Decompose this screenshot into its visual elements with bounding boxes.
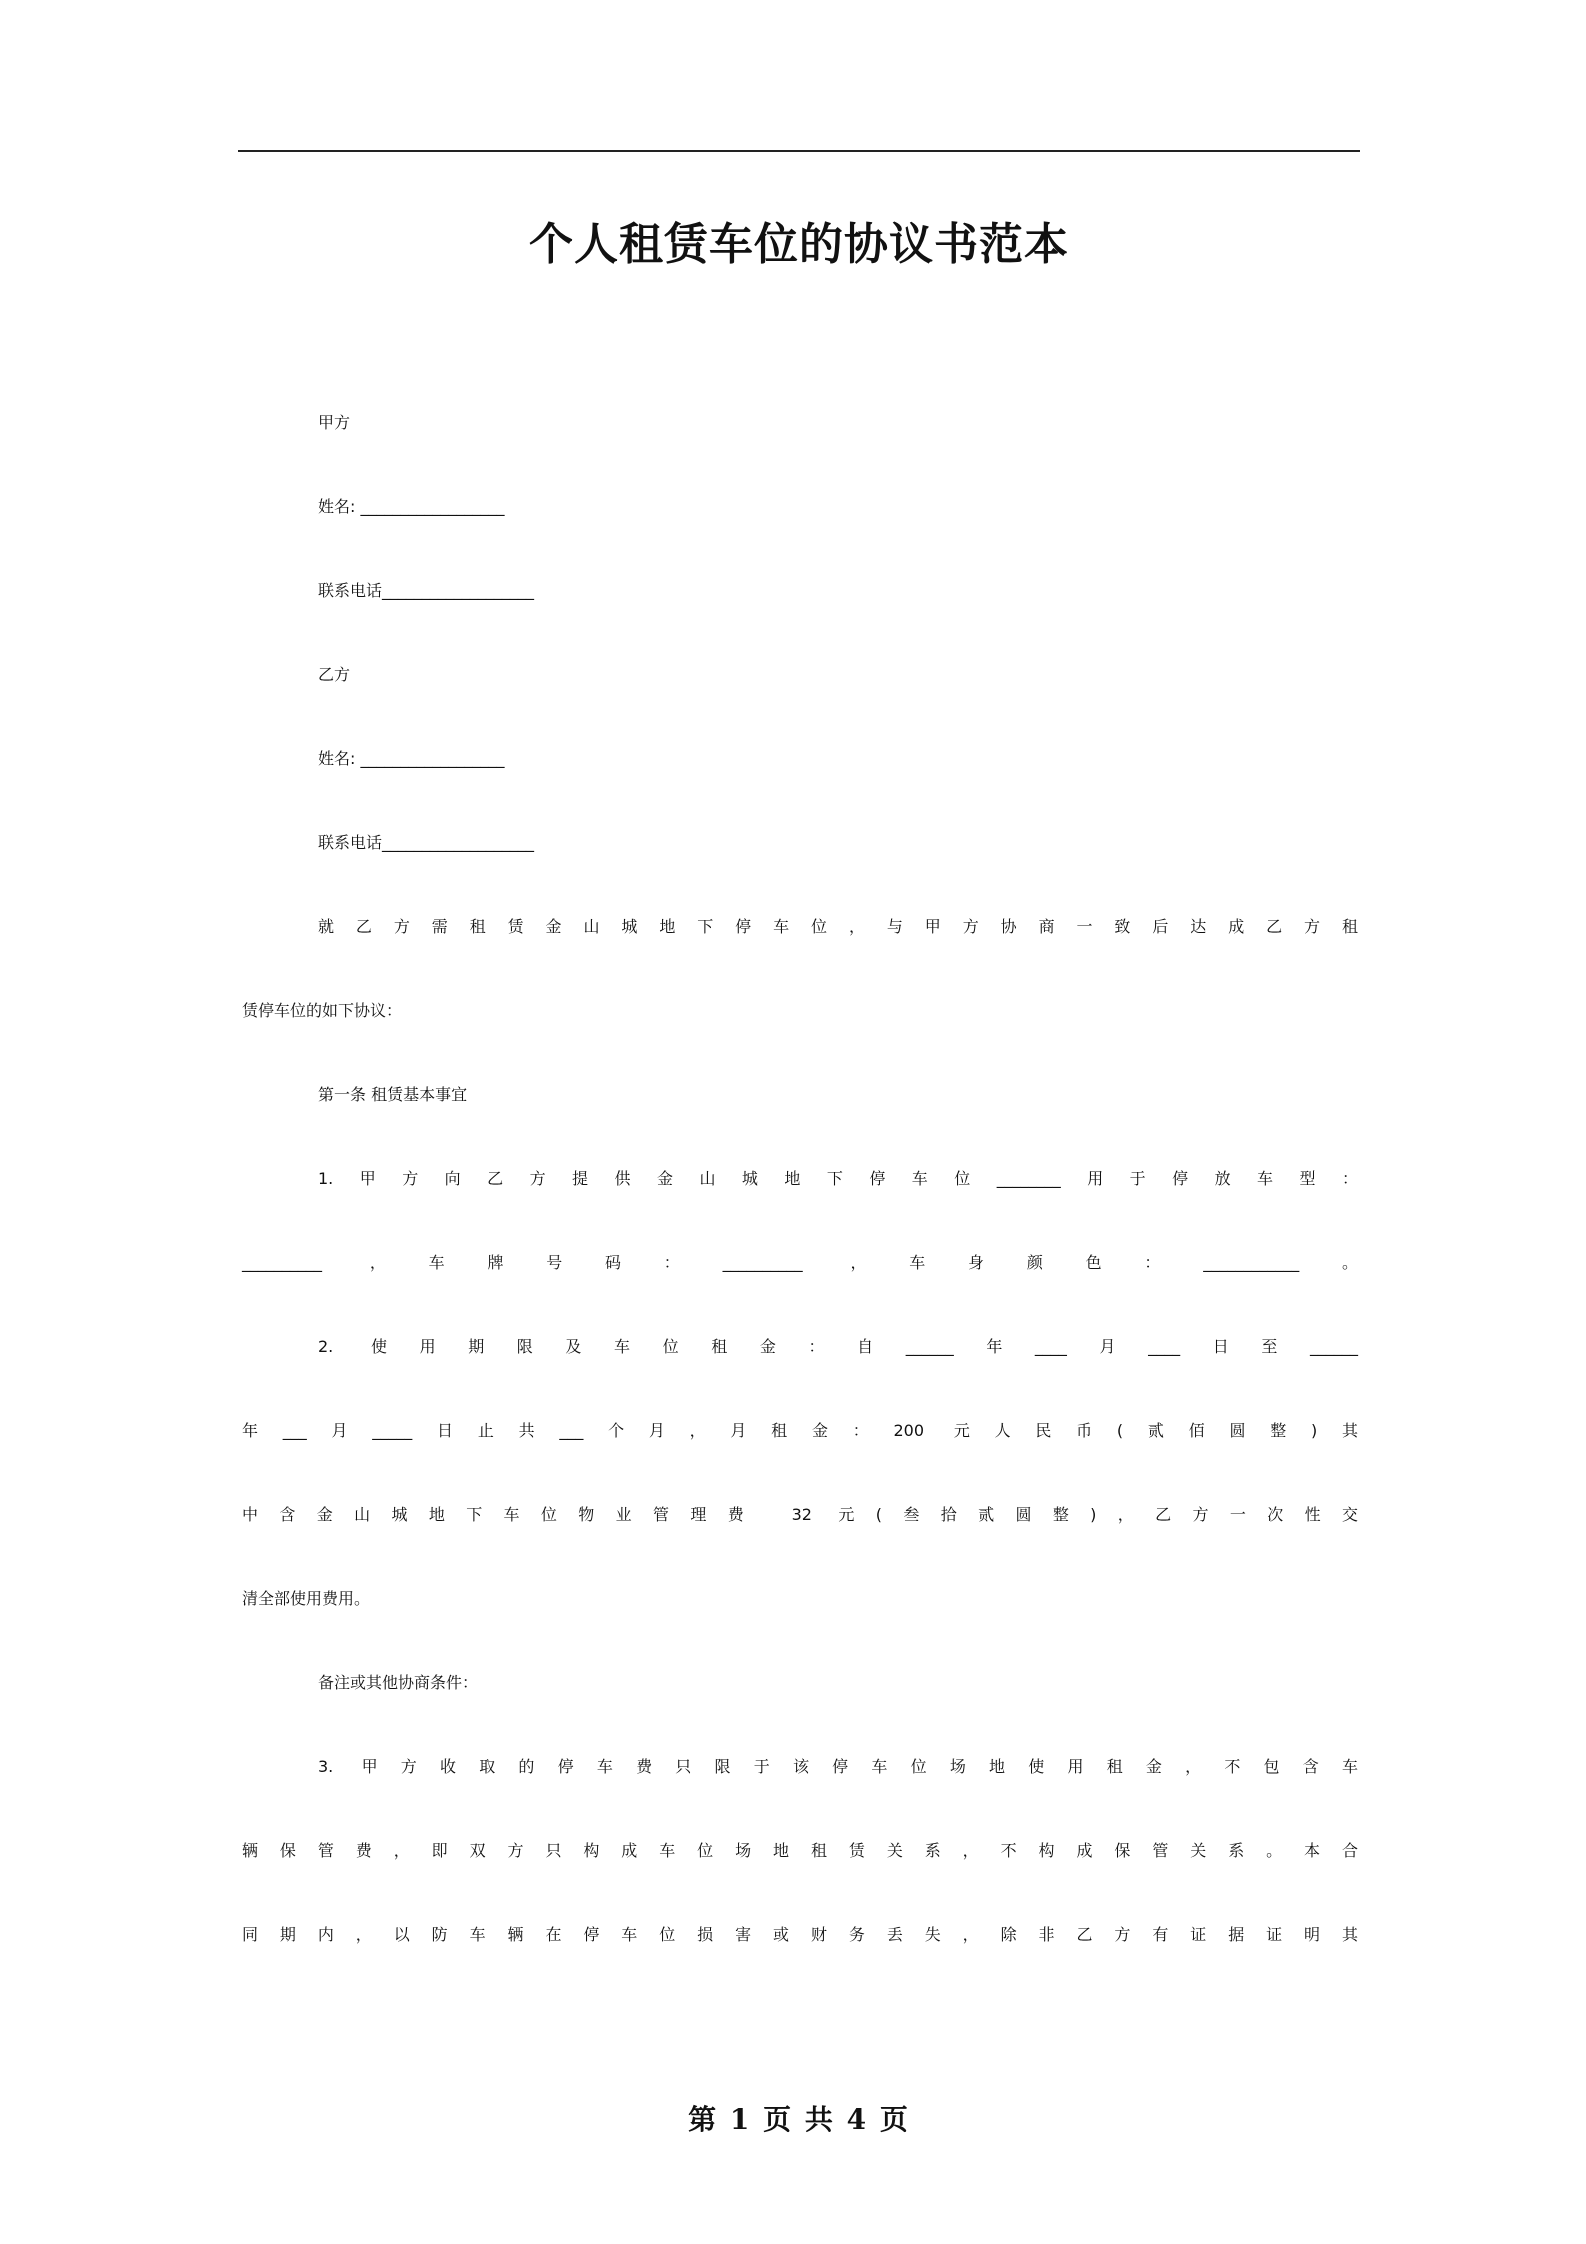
party-b-name: 姓名: __________________: [318, 749, 505, 768]
party-b-phone: 联系电话___________________: [318, 833, 535, 852]
document-title: 个人租赁车位的协议书范本: [529, 219, 1069, 270]
clause-3-line-2: 辆保管费，即双方只构成车位场地租赁关系，不构成保管关系。本合: [242, 1841, 1358, 1860]
preamble-line-2: 赁停车位的如下协议：: [242, 1001, 403, 1020]
page-footer: 第 1 页 共 4 页: [688, 2103, 910, 2136]
remarks-heading: 备注或其他协商条件：: [318, 1673, 479, 1692]
article-1-heading: 第一条 租赁基本事宜: [318, 1085, 468, 1104]
clause-2-line-4: 清全部使用费用。: [242, 1589, 371, 1608]
preamble-line-1: 就乙方需租赁金山城地下停车位，与甲方协商一致后达成乙方租: [318, 917, 1358, 936]
clause-1-line-2: __________ ，车牌号码：__________ ，车身颜色：____________。: [242, 1253, 1358, 1272]
party-a-name: 姓名: __________________: [318, 497, 505, 516]
clause-2-line-2: 年___月_____日止共___个月，月租金：200 元人民币(贰佰圆整)其: [242, 1421, 1358, 1440]
clause-3-line-1: 3. 甲方收取的停车费只限于该停车位场地使用租金，不包含车: [318, 1757, 1358, 1776]
clause-2-line-1: 2. 使用期限及车位租金：自______年____月____日至______: [318, 1337, 1358, 1356]
party-a-heading: 甲方: [318, 413, 351, 432]
header-rule: [238, 150, 1360, 152]
clause-3-line-3: 同期内，以防车辆在停车位损害或财务丢失，除非乙方有证据证明其: [242, 1925, 1358, 1944]
party-a-phone: 联系电话___________________: [318, 581, 535, 600]
clause-2-line-3: 中含金山城地下车位物业管理费 32 元(叁拾贰圆整)，乙方一次性交: [242, 1505, 1358, 1524]
clause-1-line-1: 1.甲方向乙方提供金山城地下停车位________用于停放车型：: [318, 1169, 1358, 1188]
party-b-heading: 乙方: [318, 665, 351, 684]
